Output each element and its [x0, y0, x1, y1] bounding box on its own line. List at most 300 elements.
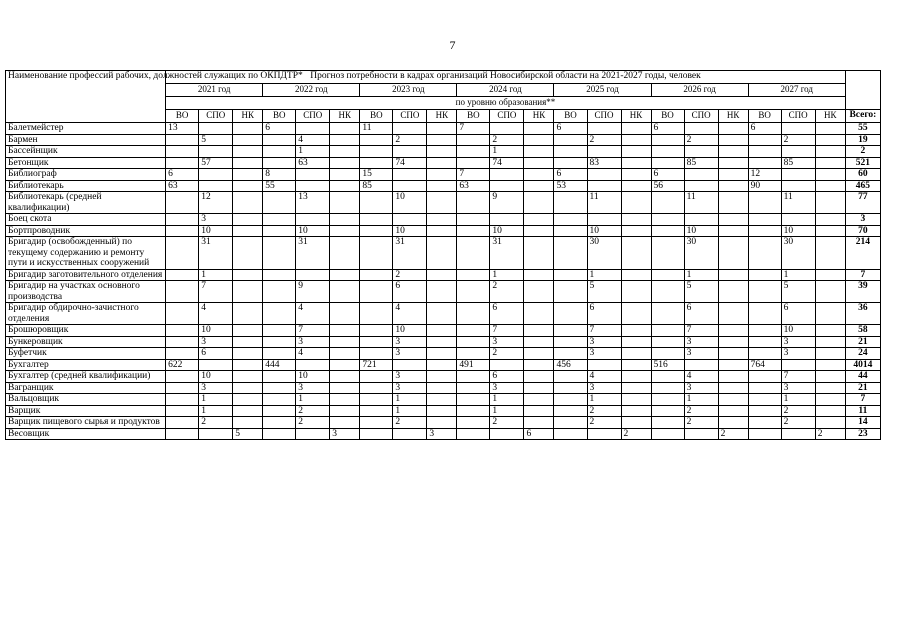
value-cell [330, 157, 360, 169]
value-cell [815, 348, 845, 360]
value-cell [651, 371, 684, 383]
value-cell [393, 146, 427, 158]
value-cell [330, 394, 360, 406]
value-cell [748, 382, 781, 394]
value-cell [684, 180, 718, 192]
value-cell [621, 180, 651, 192]
value-cell [684, 214, 718, 226]
value-cell: 2 [587, 134, 621, 146]
value-cell [263, 325, 296, 337]
value-cell [651, 146, 684, 158]
value-cell [360, 325, 393, 337]
value-cell [166, 214, 199, 226]
value-cell [621, 269, 651, 281]
value-cell [233, 336, 263, 348]
value-cell [718, 394, 748, 406]
value-cell [393, 123, 427, 135]
value-cell [524, 348, 554, 360]
value-cell: 3 [587, 382, 621, 394]
value-cell [621, 169, 651, 181]
value-cell [457, 303, 490, 325]
value-cell [587, 123, 621, 135]
value-cell [427, 348, 457, 360]
value-cell [166, 192, 199, 214]
value-cell [621, 225, 651, 237]
value-cell [781, 169, 815, 181]
value-cell [330, 303, 360, 325]
value-cell [621, 146, 651, 158]
value-cell [524, 336, 554, 348]
value-cell [457, 428, 490, 440]
value-cell: 63 [457, 180, 490, 192]
value-cell [781, 180, 815, 192]
value-cell: 12 [199, 192, 233, 214]
profession-name: Боец скота [6, 214, 166, 226]
value-cell [684, 359, 718, 371]
value-cell [427, 146, 457, 158]
value-cell [233, 325, 263, 337]
value-cell: 85 [781, 157, 815, 169]
value-cell [330, 417, 360, 429]
value-cell: 90 [748, 180, 781, 192]
value-cell [360, 134, 393, 146]
value-cell: 2 [815, 428, 845, 440]
value-cell [490, 359, 524, 371]
value-cell [233, 382, 263, 394]
value-cell [330, 405, 360, 417]
value-cell: 4 [296, 134, 330, 146]
value-cell [427, 359, 457, 371]
value-cell: 4 [393, 303, 427, 325]
value-cell [621, 214, 651, 226]
value-cell [554, 417, 587, 429]
value-cell [233, 192, 263, 214]
value-cell [166, 371, 199, 383]
value-cell [457, 192, 490, 214]
value-cell [815, 405, 845, 417]
value-cell: 1 [490, 269, 524, 281]
level-header: СПО [587, 110, 621, 123]
value-cell: 2 [490, 417, 524, 429]
value-cell: 3 [781, 336, 815, 348]
value-cell [457, 405, 490, 417]
value-cell [233, 359, 263, 371]
value-cell [360, 281, 393, 303]
value-cell [199, 123, 233, 135]
value-cell [457, 382, 490, 394]
table-row [6, 214, 881, 226]
value-cell [621, 157, 651, 169]
value-cell [330, 281, 360, 303]
value-cell [330, 269, 360, 281]
value-cell: 1 [684, 394, 718, 406]
value-cell [263, 371, 296, 383]
value-cell [166, 303, 199, 325]
value-cell [263, 281, 296, 303]
value-cell: 1 [199, 405, 233, 417]
value-cell [651, 134, 684, 146]
value-cell: 3 [781, 382, 815, 394]
year-header: 2026 год [651, 84, 748, 97]
value-cell: 2 [587, 405, 621, 417]
value-cell [330, 123, 360, 135]
table-row [6, 281, 881, 303]
level-header: СПО [684, 110, 718, 123]
total-cell: 7 [845, 269, 880, 281]
level-header: НК [718, 110, 748, 123]
value-cell: 9 [296, 281, 330, 303]
value-cell [330, 214, 360, 226]
value-cell [330, 325, 360, 337]
value-cell [360, 237, 393, 270]
value-cell [330, 169, 360, 181]
value-cell [263, 336, 296, 348]
year-header: 2022 год [263, 84, 360, 97]
value-cell [330, 146, 360, 158]
value-cell: 1 [781, 394, 815, 406]
value-cell [748, 237, 781, 270]
value-cell [781, 123, 815, 135]
value-cell [330, 348, 360, 360]
value-cell: 2 [393, 134, 427, 146]
value-cell [393, 180, 427, 192]
value-cell: 10 [199, 371, 233, 383]
total-cell: 44 [845, 371, 880, 383]
value-cell [748, 214, 781, 226]
value-cell [233, 157, 263, 169]
total-cell: 465 [845, 180, 880, 192]
value-cell [718, 225, 748, 237]
value-cell [718, 303, 748, 325]
value-cell [651, 214, 684, 226]
value-cell [427, 123, 457, 135]
value-cell [233, 146, 263, 158]
total-cell: 39 [845, 281, 880, 303]
value-cell [621, 348, 651, 360]
value-cell [748, 134, 781, 146]
level-header: НК [621, 110, 651, 123]
value-cell [427, 157, 457, 169]
value-cell: 1 [490, 405, 524, 417]
value-cell: 6 [166, 169, 199, 181]
value-cell [263, 417, 296, 429]
value-cell: 3 [199, 214, 233, 226]
value-cell [651, 157, 684, 169]
value-cell [427, 371, 457, 383]
value-cell [360, 214, 393, 226]
value-cell [815, 417, 845, 429]
value-cell [360, 192, 393, 214]
value-cell [621, 382, 651, 394]
value-cell [393, 359, 427, 371]
total-header-spacer [845, 71, 880, 110]
value-cell: 3 [393, 371, 427, 383]
value-cell [233, 225, 263, 237]
profession-name: Вальцовщик [6, 394, 166, 406]
total-cell: 70 [845, 225, 880, 237]
value-cell [748, 348, 781, 360]
value-cell: 11 [360, 123, 393, 135]
value-cell [427, 225, 457, 237]
value-cell [360, 348, 393, 360]
profession-name: Бригадир заготовительного отделения [6, 269, 166, 281]
value-cell: 3 [587, 348, 621, 360]
value-cell [621, 359, 651, 371]
profession-name: Варщик [6, 405, 166, 417]
value-cell [748, 405, 781, 417]
level-header: СПО [296, 110, 330, 123]
value-cell [524, 303, 554, 325]
value-cell: 6 [554, 169, 587, 181]
value-cell [651, 237, 684, 270]
total-cell: 23 [845, 428, 880, 440]
value-cell [393, 169, 427, 181]
year-header: 2023 год [360, 84, 457, 97]
value-cell: 3 [684, 336, 718, 348]
value-cell [684, 428, 718, 440]
table-row [6, 405, 881, 417]
value-cell: 2 [296, 417, 330, 429]
value-cell [718, 281, 748, 303]
value-cell: 7 [587, 325, 621, 337]
table-row [6, 269, 881, 281]
value-cell [524, 405, 554, 417]
value-cell [166, 281, 199, 303]
table-row [6, 225, 881, 237]
value-cell: 1 [490, 146, 524, 158]
value-cell: 2 [490, 348, 524, 360]
value-cell [427, 303, 457, 325]
value-cell [457, 281, 490, 303]
value-cell [457, 214, 490, 226]
total-cell: 55 [845, 123, 880, 135]
value-cell [621, 405, 651, 417]
value-cell: 2 [781, 417, 815, 429]
level-header: НК [815, 110, 845, 123]
value-cell: 74 [490, 157, 524, 169]
value-cell [815, 269, 845, 281]
profession-name: Бухгалтер (средней квалификации) [6, 371, 166, 383]
value-cell [296, 123, 330, 135]
value-cell: 2 [587, 417, 621, 429]
table-caption: Прогноз потребности в кадрах организаций Новосибирской области на 2021-2027 годы, человек [166, 71, 846, 84]
value-cell [718, 325, 748, 337]
value-cell [457, 134, 490, 146]
value-cell [718, 123, 748, 135]
value-cell [554, 382, 587, 394]
value-cell [296, 428, 330, 440]
value-cell [815, 371, 845, 383]
value-cell: 4 [684, 371, 718, 383]
value-cell [233, 169, 263, 181]
value-cell [718, 417, 748, 429]
value-cell: 6 [651, 123, 684, 135]
value-cell: 2 [781, 405, 815, 417]
value-cell [457, 348, 490, 360]
value-cell: 6 [524, 428, 554, 440]
value-cell [621, 371, 651, 383]
value-cell [166, 394, 199, 406]
value-cell: 456 [554, 359, 587, 371]
value-cell [427, 237, 457, 270]
value-cell: 4 [587, 371, 621, 383]
value-cell [781, 214, 815, 226]
profession-name: Балетмейстер [6, 123, 166, 135]
value-cell: 2 [684, 405, 718, 417]
value-cell: 1 [393, 394, 427, 406]
total-cell: 24 [845, 348, 880, 360]
value-cell: 3 [199, 336, 233, 348]
value-cell [457, 336, 490, 348]
value-cell: 3 [490, 336, 524, 348]
value-cell: 10 [199, 225, 233, 237]
value-cell [651, 394, 684, 406]
value-cell [263, 405, 296, 417]
value-cell: 10 [684, 225, 718, 237]
profession-name: Бригадир обдирочно-зачистного отделения [6, 303, 166, 325]
value-cell [524, 214, 554, 226]
value-cell: 2 [393, 269, 427, 281]
value-cell [233, 123, 263, 135]
value-cell: 13 [166, 123, 199, 135]
value-cell [718, 348, 748, 360]
value-cell [748, 281, 781, 303]
table-row [6, 394, 881, 406]
value-cell [554, 405, 587, 417]
value-cell: 2 [718, 428, 748, 440]
value-cell [360, 394, 393, 406]
level-header: ВО [748, 110, 781, 123]
value-cell [718, 169, 748, 181]
value-cell: 57 [199, 157, 233, 169]
total-cell: 14 [845, 417, 880, 429]
value-cell [233, 348, 263, 360]
value-cell [748, 371, 781, 383]
total-cell: 2 [845, 146, 880, 158]
value-cell: 6 [490, 303, 524, 325]
value-cell [166, 325, 199, 337]
value-cell [457, 269, 490, 281]
value-cell [393, 214, 427, 226]
value-cell: 1 [199, 269, 233, 281]
value-cell: 3 [330, 428, 360, 440]
value-cell [651, 382, 684, 394]
level-header: НК [233, 110, 263, 123]
value-cell [360, 417, 393, 429]
value-cell: 3 [490, 382, 524, 394]
value-cell [427, 169, 457, 181]
education-level-header: по уровню образования** [166, 97, 846, 110]
value-cell: 3 [296, 382, 330, 394]
profession-name: Библиотекарь [6, 180, 166, 192]
value-cell [815, 180, 845, 192]
total-cell: 3 [845, 214, 880, 226]
value-cell [684, 123, 718, 135]
value-cell [524, 123, 554, 135]
value-cell: 2 [684, 417, 718, 429]
value-cell [166, 146, 199, 158]
level-header: ВО [360, 110, 393, 123]
value-cell: 2 [490, 134, 524, 146]
value-cell [815, 336, 845, 348]
value-cell [748, 428, 781, 440]
value-cell [457, 325, 490, 337]
value-cell: 3 [781, 348, 815, 360]
value-cell [166, 269, 199, 281]
value-cell [233, 405, 263, 417]
value-cell [651, 336, 684, 348]
value-cell [554, 192, 587, 214]
value-cell [651, 405, 684, 417]
level-header: СПО [781, 110, 815, 123]
value-cell [490, 428, 524, 440]
value-cell: 3 [296, 336, 330, 348]
value-cell: 10 [296, 371, 330, 383]
value-cell [815, 123, 845, 135]
value-cell [524, 325, 554, 337]
value-cell [651, 303, 684, 325]
value-cell [554, 146, 587, 158]
value-cell [263, 237, 296, 270]
value-cell [427, 405, 457, 417]
value-cell [748, 225, 781, 237]
value-cell [330, 180, 360, 192]
value-cell [296, 359, 330, 371]
value-cell: 10 [490, 225, 524, 237]
value-cell [360, 382, 393, 394]
value-cell [427, 180, 457, 192]
level-header: НК [524, 110, 554, 123]
value-cell [263, 192, 296, 214]
value-cell: 2 [393, 417, 427, 429]
value-cell [718, 336, 748, 348]
value-cell: 491 [457, 359, 490, 371]
value-cell [263, 146, 296, 158]
value-cell [524, 157, 554, 169]
value-cell [621, 303, 651, 325]
value-cell [718, 192, 748, 214]
table-row [6, 417, 881, 429]
value-cell: 30 [684, 237, 718, 270]
value-cell: 7 [490, 325, 524, 337]
year-header: 2021 год [166, 84, 263, 97]
value-cell [427, 325, 457, 337]
total-cell: 21 [845, 382, 880, 394]
value-cell: 1 [490, 394, 524, 406]
value-cell: 6 [393, 281, 427, 303]
forecast-table [5, 70, 881, 440]
value-cell: 30 [781, 237, 815, 270]
value-cell: 5 [199, 134, 233, 146]
value-cell [587, 359, 621, 371]
value-cell: 1 [587, 394, 621, 406]
total-cell: 60 [845, 169, 880, 181]
value-cell [524, 146, 554, 158]
profession-name: Бригадир (освобожденный) по текущему содержанию и ремонту пути и искусственных сооружений [6, 237, 166, 270]
value-cell: 6 [781, 303, 815, 325]
value-cell [684, 146, 718, 158]
value-cell [524, 192, 554, 214]
value-cell [427, 394, 457, 406]
value-cell [360, 225, 393, 237]
value-cell [330, 336, 360, 348]
total-cell: 4014 [845, 359, 880, 371]
value-cell [360, 371, 393, 383]
value-cell [554, 269, 587, 281]
value-cell: 10 [781, 225, 815, 237]
value-cell [199, 146, 233, 158]
value-cell [263, 382, 296, 394]
